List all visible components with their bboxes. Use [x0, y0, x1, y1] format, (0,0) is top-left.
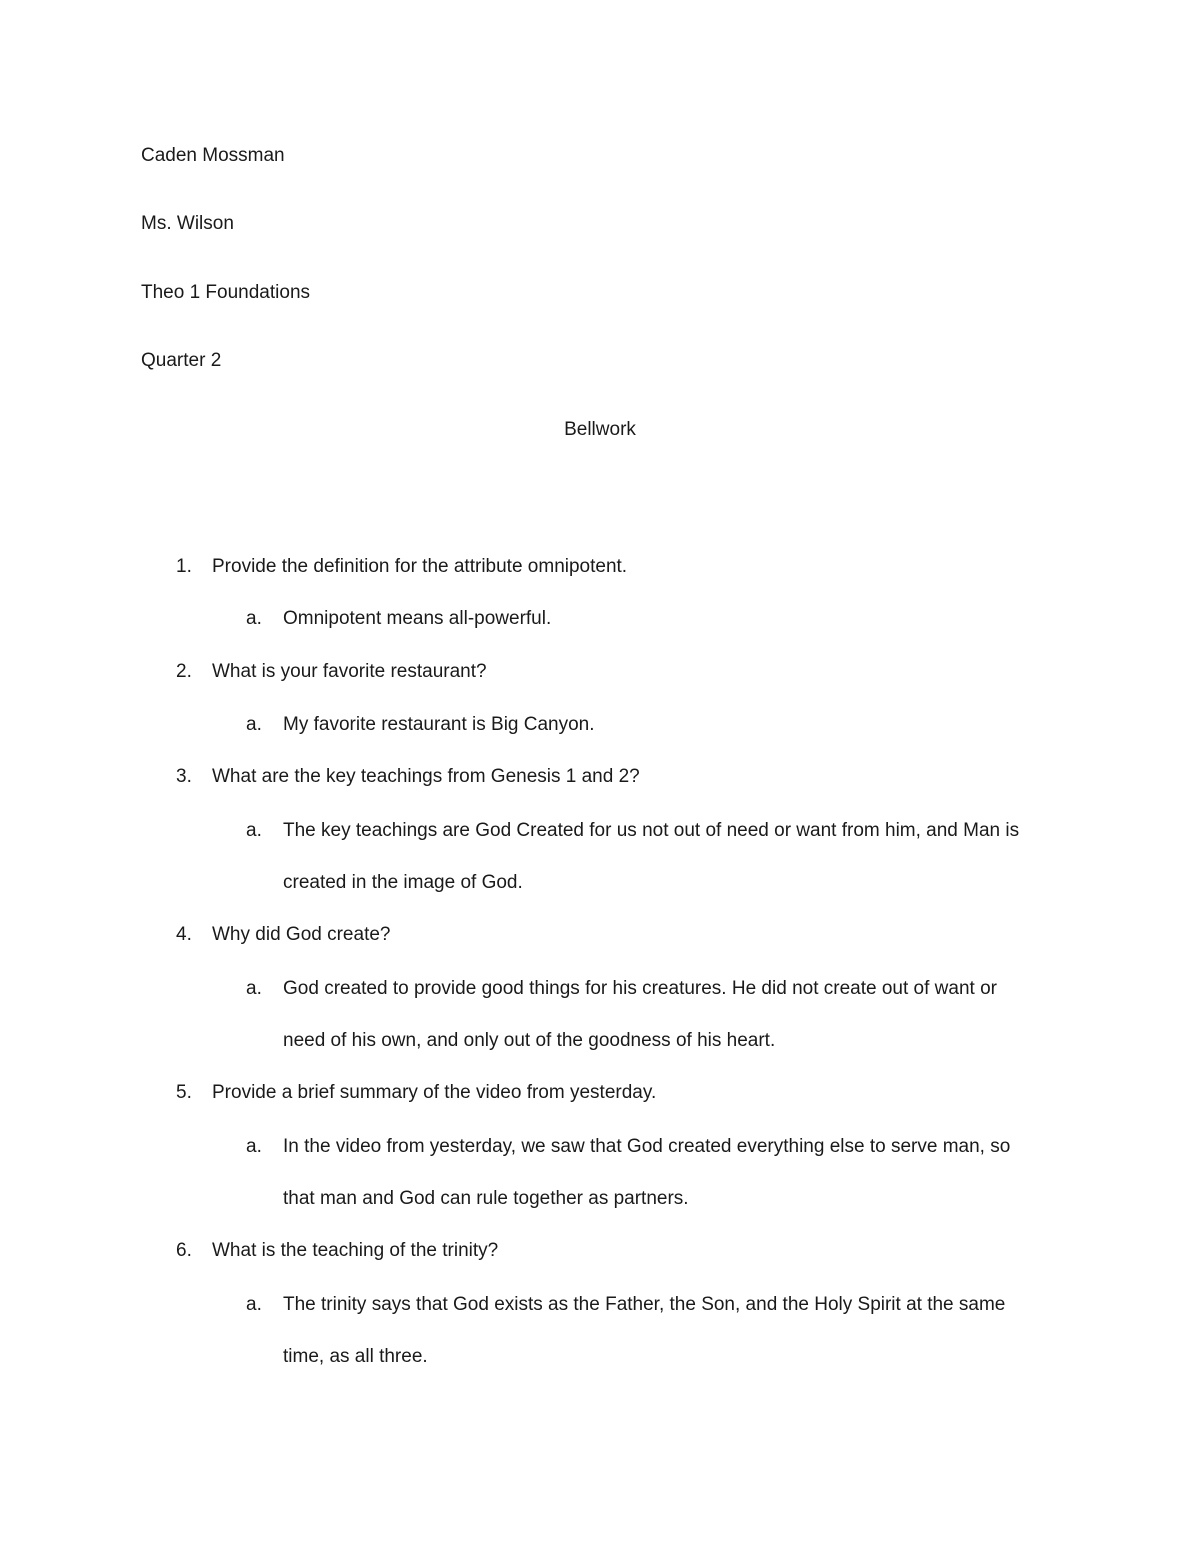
answer-text-line-2: created in the image of God.	[283, 872, 523, 893]
question-number: 2.	[176, 661, 192, 682]
course-name: Theo 1 Foundations	[141, 282, 311, 303]
question-number: 4.	[176, 924, 192, 945]
answer-text-line-2: that man and God can rule together as partners.	[283, 1188, 689, 1209]
answer-letter: a.	[246, 714, 262, 735]
answer-letter: a.	[246, 978, 262, 999]
answer-text-line-1: The trinity says that God exists as the Father, the Son, and the Holy Spirit at the same	[283, 1294, 1006, 1315]
answer-letter: a.	[246, 820, 262, 841]
answer-text: My favorite restaurant is Big Canyon.	[283, 714, 595, 735]
student-name: Caden Mossman	[141, 145, 285, 166]
teacher-name: Ms. Wilson	[141, 213, 234, 234]
question-text: What is the teaching of the trinity?	[212, 1240, 499, 1261]
answer-text-line-1: In the video from yesterday, we saw that God created everything else to serve man, so	[283, 1136, 1011, 1157]
question-text: What are the key teachings from Genesis 1 and 2?	[212, 766, 640, 787]
document-title: Bellwork	[564, 419, 636, 440]
question-text: Provide the definition for the attribute omnipotent.	[212, 556, 628, 577]
answer-letter: a.	[246, 1294, 262, 1315]
question-number: 3.	[176, 766, 192, 787]
answer-letter: a.	[246, 1136, 262, 1157]
answer-text-line-2: time, as all three.	[283, 1346, 428, 1367]
question-text: Why did God create?	[212, 924, 391, 945]
answer-text-line-1: The key teachings are God Created for us not out of need or want from him, and Man is	[283, 820, 1020, 841]
answer-text-line-2: need of his own, and only out of the goodness of his heart.	[283, 1030, 776, 1051]
answer-letter: a.	[246, 608, 262, 629]
question-number: 6.	[176, 1240, 192, 1261]
question-text: Provide a brief summary of the video from yesterday.	[212, 1082, 657, 1103]
answer-text-line-1: God created to provide good things for his creatures. He did not create out of want or	[283, 978, 997, 999]
answer-text: Omnipotent means all-powerful.	[283, 608, 552, 629]
question-number: 1.	[176, 556, 192, 577]
question-text: What is your favorite restaurant?	[212, 661, 487, 682]
quarter-label: Quarter 2	[141, 350, 222, 371]
question-number: 5.	[176, 1082, 192, 1103]
